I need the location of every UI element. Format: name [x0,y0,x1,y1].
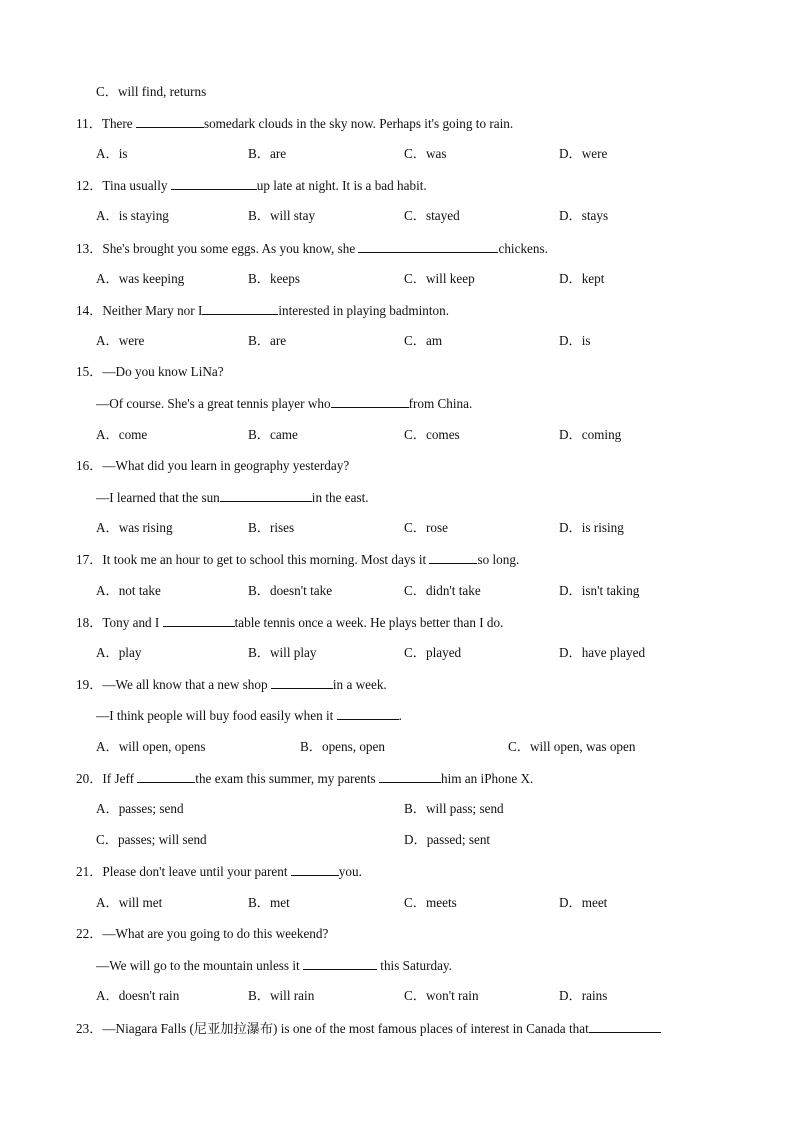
option-b[interactable]: B．will rain [248,988,315,1003]
answer-blank[interactable] [171,177,257,190]
option-b[interactable]: B．opens, open [300,739,385,754]
option-b[interactable]: B．will stay [248,208,316,223]
answer-blank[interactable] [429,551,477,564]
answer-blank[interactable] [358,240,498,253]
option-a[interactable]: A．come [96,427,148,442]
option-a[interactable]: A．not take [96,583,161,598]
answer-blank[interactable] [163,614,235,627]
question-11: 11．There somedark clouds in the sky now. Perhaps it's going to rain. [76,116,514,131]
option-d[interactable]: D．have played [559,645,646,660]
dialogue-line: —We will go to the mountain unless it this Saturday. [96,958,452,973]
option-b[interactable]: B．came [248,427,298,442]
option-a[interactable]: A．is [96,146,128,161]
option-d[interactable]: D．kept [559,271,605,286]
question-12: 12．Tina usually up late at night. It is a bad habit. [76,178,427,193]
option-a[interactable]: A．play [96,645,142,660]
question-17: 17．It took me an hour to get to school this morning. Most days it so long. [76,552,520,567]
option-d[interactable]: D．coming [559,427,622,442]
option-b[interactable]: B．are [248,146,287,161]
answer-blank[interactable] [136,115,204,128]
answer-blank[interactable] [337,707,399,720]
answer-blank[interactable] [291,863,339,876]
option-d[interactable]: D．is [559,333,591,348]
question-15: 15．—Do you know LiNa? [76,364,224,379]
option-c[interactable]: C．meets [404,895,457,910]
dialogue-line: —Of course. She's a great tennis player who from China. [96,396,473,411]
question-22: 22．—What are you going to do this weekend? [76,926,329,941]
answer-blank[interactable] [271,676,333,689]
option-c[interactable]: C．rose [404,520,448,535]
option-a[interactable]: A．were [96,333,145,348]
dialogue-line: —I think people will buy food easily when it . [96,708,402,723]
option-b[interactable]: B．are [248,333,287,348]
option-d[interactable]: D．is rising [559,520,624,535]
option-c[interactable]: C．will open, was open [508,739,636,754]
option-c[interactable]: C．was [404,146,447,161]
question-21: 21．Please don't leave until your parent you. [76,864,362,879]
option-a[interactable]: A．is staying [96,208,169,223]
option-a[interactable]: A．will open, opens [96,739,206,754]
option-d[interactable]: D．rains [559,988,608,1003]
option-b[interactable]: B．keeps [248,271,301,286]
option-b[interactable]: B．doesn't take [248,583,333,598]
option-d[interactable]: D．were [559,146,608,161]
answer-blank[interactable] [331,395,409,408]
option-d[interactable]: D．passed; sent [404,832,491,847]
option-b[interactable]: B．rises [248,520,295,535]
option-text: C．will find, returns [96,84,207,99]
answer-blank[interactable] [303,957,377,970]
option-c[interactable]: C．will keep [404,271,475,286]
option-d[interactable]: D．isn't taking [559,583,640,598]
option-c[interactable]: C．stayed [404,208,460,223]
question-14: 14．Neither Mary nor I interested in playing badminton. [76,303,450,318]
option-c[interactable]: C．am [404,333,443,348]
question-13: 13．She's brought you some eggs. As you know, she chickens. [76,241,548,256]
option-a[interactable]: A．doesn't rain [96,988,180,1003]
answer-blank[interactable] [379,770,441,783]
option-b[interactable]: B．will play [248,645,317,660]
option-c[interactable]: C．won't rain [404,988,479,1003]
option-a[interactable]: A．will met [96,895,163,910]
question-16: 16．—What did you learn in geography yesterday? [76,458,350,473]
question-20: 20．If Jeff the exam this summer, my parents him an iPhone X. [76,771,534,786]
question-23: 23．—Niagara Falls (尼亚加拉瀑布) is one of the most famous places of interest in Canada that [76,1020,661,1037]
answer-blank[interactable] [202,302,278,315]
option-a[interactable]: A．passes; send [96,801,184,816]
option-d[interactable]: D．meet [559,895,608,910]
option-c[interactable]: C．didn't take [404,583,481,598]
option-b[interactable]: B．will pass; send [404,801,504,816]
answer-blank[interactable] [137,770,195,783]
option-c[interactable]: C．played [404,645,462,660]
question-18: 18．Tony and I table tennis once a week. He plays better than I do. [76,615,504,630]
option-b[interactable]: B．met [248,895,290,910]
option-d[interactable]: D．stays [559,208,609,223]
dialogue-line: —I learned that the sun in the east. [96,490,369,505]
option-c[interactable]: C．passes; will send [96,832,207,847]
answer-blank[interactable] [220,489,312,502]
option-a[interactable]: A．was rising [96,520,173,535]
question-19: 19．—We all know that a new shop in a week. [76,677,387,692]
option-a[interactable]: A．was keeping [96,271,185,286]
answer-blank[interactable] [589,1020,661,1033]
option-c[interactable]: C．comes [404,427,460,442]
